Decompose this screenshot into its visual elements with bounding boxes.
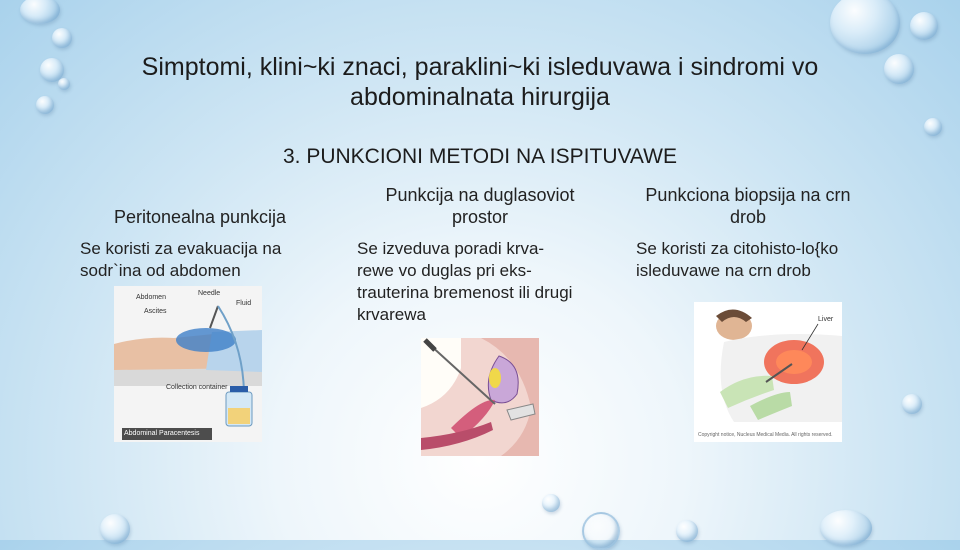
column-text-peritoneal: Se koristi za evakuacija na sodr`ina od abdomen: [80, 239, 282, 280]
water-droplet: [542, 494, 560, 512]
douglas-puncture-illustration: [421, 338, 539, 456]
image-caption: Copyright notice, Nucleus Medical Media. All rights reserved.: [698, 432, 833, 438]
water-droplet: [910, 12, 938, 40]
column-heading-liver-biopsy: Punkciona biopsija na crn drob: [645, 185, 851, 227]
water-droplet: [820, 510, 872, 546]
slide-subtitle: 3. PUNKCIONI METODI NA ISPITUVAWE: [282, 145, 677, 168]
water-droplet: [36, 96, 54, 114]
image-label: Abdomen: [136, 294, 166, 301]
image-label: Liver: [818, 316, 834, 323]
column-heading-douglas: Punkcija na duglasoviot prostor: [385, 185, 575, 227]
column-text-liver-biopsy: Se koristi za citohisto-lo{ko isleduvawe na crn drob: [636, 239, 839, 280]
water-droplet: [52, 28, 72, 48]
image-label: Fluid: [236, 300, 252, 307]
column-text-douglas: Se izveduva poradi krva-rewe vo duglas pri eks-trauterina bremenost ili drugi krvarewa: [357, 239, 573, 324]
water-droplet: [676, 520, 698, 542]
column-heading-peritoneal: Peritonealna punkcija: [113, 207, 287, 227]
water-droplet: [582, 512, 620, 550]
water-droplet: [830, 0, 900, 54]
water-droplet: [902, 394, 922, 414]
image-caption: Abdominal Paracentesis: [124, 430, 200, 437]
liver-biopsy-illustration: [694, 302, 842, 442]
slide-title: Simptomi, klini~ki znaci, paraklini~ki isleduvawa i sindromi vo abdominalnata hirurgija: [141, 53, 819, 111]
water-droplet: [20, 0, 60, 24]
water-droplet: [924, 118, 942, 136]
image-label: Needle: [198, 290, 221, 297]
image-label: Collection container: [166, 384, 228, 391]
image-label: Ascites: [144, 308, 167, 315]
paracentesis-illustration: [114, 286, 262, 442]
